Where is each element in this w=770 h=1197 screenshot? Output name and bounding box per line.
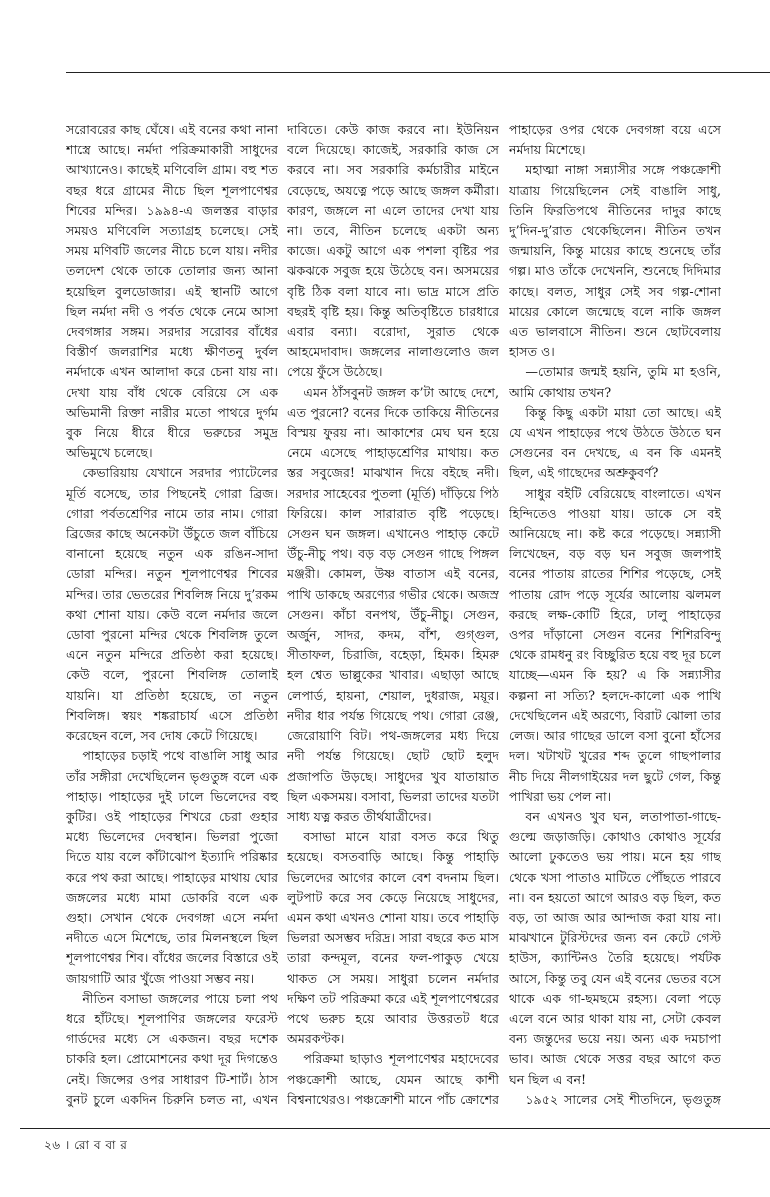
page-number: ২৬ <box>44 1138 61 1152</box>
paragraph: পাহাড়ের ওপর থেকে দেবগঙ্গা বয়ে এসে নর্মদায় মিশেছে। <box>509 122 721 158</box>
text-column-3 <box>509 120 721 1110</box>
page-footer <box>44 1137 127 1157</box>
paragraph: কেভারিয়ায় যেখানে সরদার প্যাটেলের মূর্তি বসেছে, তার পিছনেই গোরা ব্রিজ। গোরা পর্বতশ্রেণির নামে তার নাম। গোরা ব্রিজের কাছে অনেকটা উঁচুতে জল বাঁচিয়ে বানানো হয়েছে নতুন এক রঙিন-সাদা ডোরা মন্দির। নতুন শূলপাণেশ্বর শিবের মন্দির। তার ভেতরের শিবলিঙ্গ নিয়ে দু’রকম কথা শোনা যায়। কেউ বলে নর্মদার জলে ডোবা পুরনো মন্দির থেকে শিবলিঙ্গ তুলে এনে নতুন মন্দিরে প্রতিষ্ঠা করা হয়েছে। কেউ বলে, পুরনো শিবলিঙ্গ তোলাই যায়নি। যা প্রতিষ্ঠা হয়েছে, তা নতুন শিবলিঙ্গ। স্বয়ং শঙ্করাচার্য এসে প্রতিষ্ঠা করেছেন বলে, সব দোষ কেটে গিয়েছে। <box>66 465 278 744</box>
paragraph: মহাত্মা নাঙ্গা সন্ন্যাসীর সঙ্গে পঞ্চক্রোশী যাত্রায় গিয়েছিলেন সেই বাঙালি সাধু, তিনি ফিরতিপথে নীতিনের দাদুর কাছে দু’দিন-দু’রাত থেকেছিলেন। নীতিন তখন জন্মায়নি, কিন্তু মায়ের কাছে শুনেছে তাঁর গল্প। মাও তাঁকে দেখেননি, শুনেছে দিদিমার কাছে। বলত, সাধুর সেই সব গল্প-শোনা মায়ের কোলে জন্মেছে বলে নাকি জঙ্গল এত ভালবাসে নীতিন। শুনে ছোটবেলায় হাসত ও। <box>509 162 721 360</box>
text-column-2 <box>287 120 499 1110</box>
paragraph: সাধুর বইটি বেরিয়েছে বাংলাতে। এখন হিন্দিতেও পাওয়া যায়। ডাকে সে বই আনিয়েছে না। কষ্ট করে পড়েছে। সন্ন্যাসী লিখেছেন, বড় বড় ঘন সবুজ জলপাই বনের পাতায় রাতের শিশির পড়েছে, সেই পাতায় রোদ পড়ে সূর্যের আলোয় ঝলমল করছে লক্ষ-কোটি হিরে, ঢালু পাহাড়ের ওপর দাঁড়ানো সেগুন বনের শিশিরবিন্দু থেকে রামধনু রং বিচ্ছুরিত হয়ে বহু দূর চলে যাচ্ছে—এমন কি হয়? এ কি সন্ন্যাসীর কল্পনা না সত্যি? হলদে-কালো এক পাখি দেখেছিলেন এই অরণ্যে, বিরাট ঝোলা তার লেজ। আর গাছের ডালে বসা বুনো হাঁসের দল। খটাখট খুরের শব্দ তুলে গাছপালার নীচ দিয়ে নীলগাইয়ের দল ছুটে গেল, কিন্তু পাখিরা ভয় পেল না। <box>509 485 721 804</box>
paragraph: পরিক্রমা ছাড়াও শূলপাণেশ্বর মহাদেবের পঞ্চক্রোশী আছে, যেমন আছে কাশী বিশ্বনাথেরও। পঞ্চক্রোশী মানে পাঁচ ক্রোশের <box>287 1051 499 1107</box>
bottom-rule <box>20 1128 770 1129</box>
text-column-1 <box>66 120 278 1110</box>
paragraph: পাহাড়ের চড়াই পথে বাঙালি সাধু আর তাঁর সঙ্গীরা দেখেছিলেন ভৃগুতুঙ্গ বলে এক পাহাড়। পাহাড়ের দুই ঢালে ভিলেদের বহু কুটির। ওই পাহাড়ের শিখরে চেরা গুহার মধ্যে ভিলেদের দেবস্থান। ভিলরা পুজো দিতে যায় বলে কাঁটাঝোপ ইত্যাদি পরিষ্কার করে পথ করা আছে। পাহাড়ের মাথায় ঘোর জঙ্গলের মধ্যে মামা ডোকরি বলে এক গুহা। সেখান থেকে দেবগঙ্গা এসে নর্মদা নদীতে এসে মিশেছে, তার মিলনস্থলে ছিল শূলপাণেশ্বর শিব। বাঁধের জলের বিস্তারে ওই জায়গাটি আর খুঁজে পাওয়া সম্ভব নয়। <box>66 748 278 986</box>
paragraph: এমন ঠাঁসবুনট জঙ্গল ক’টা আছে দেশে, এত পুরনো? বনের দিকে তাকিয়ে নীতিনের বিস্ময় ফুরয় না। আকাশের মেঘ ঘন হয়ে নেমে এসেছে পাহাড়শ্রেণির মাথায়। কত স্তর সবুজের! মাঝখান দিয়ে বইছে নদী। সরদার সাহেবের পুতলা (মূর্তি) দাঁড়িয়ে পিঠ ফিরিয়ে। কাল সারারাত বৃষ্টি পড়েছে। সেগুন ঘন জঙ্গল। এখানেও পাহাড় কেটে উঁচু-নীচু পথ। বড় বড় সেগুন গাছে পিঙ্গল মঞ্জরী। কোমল, উষ্ণ বাতাস এই বনের, পাখি ডাকছে অরণ্যের গভীর থেকে। অজস্র সেগুন। কাঁচা বনপথ, উঁচু-নীচু। সেগুন, অর্জুন, সাদর, কদম, বাঁশ, গুগ্গুল, সীতাফল, চিরাজি, বহেড়া, হিমক। হিমরু হল শ্বেত ভাল্লুকের খাবার। এছাড়া আছে লেপার্ড, হায়না, শেয়াল, দুধরাজ, ময়ূর। নদীর ধার পর্যন্ত গিয়েছে পথ। গোরা রেঞ্জ, জেরোয়াণি বিট। পথ-জঙ্গলের মধ্য দিয়ে নদী পর্যন্ত গিয়েছে। ছোট ছোট হলুদ প্রজাপতি উড়ছে। সাধুদের খুব যাতায়াত ছিল একসময়। বসাবা, ভিলরা তাদের যতটা সাধ্য যত্ন করত তীর্থযাত্রীদের। <box>287 384 499 824</box>
paragraph: বন এখনও খুব ঘন, লতাপাতা-গাছে-গুল্মে জড়াজড়ি। কোথাও কোথাও সূর্যের আলো ঢুকতেও ভয় পায়। মনে হয় গাছ থেকে খসা পাতাও মাটিতে পৌঁছতে পারবে না। বন হয়তো আগে আরও বড় ছিল, কত বড়, তা আজ আর আন্দাজ করা যায় না। মাঝখানে টুরিস্টদের জন্য বন কেটে গেস্ট হাউস, ক্যান্টিনও তৈরি হয়েছে। পর্যটক আসে, কিন্তু তবু যেন এই বনের ভেতর বসে থাকে এক গা-ছমছমে রহস্য। বেলা পড়ে এলে বনে আর থাকা যায় না, সেটা কেবল বন্য জন্তুদের ভয়ে নয়। অন্য এক দমচাপা ভাব। আজ থেকে সত্তর বছর আগে কত ঘন ছিল এ বন! <box>509 808 721 1087</box>
top-rule <box>66 72 770 73</box>
footer-separator: । <box>64 1138 70 1152</box>
paragraph: বসাভা মানে যারা বসত করে থিতু হয়েছে। বসতবাড়ি আছে। কিন্তু পাহাড়ি ভিলেদের আগের কালে বেশ বদনাম ছিল। লুটপাট করে সব কেড়ে নিয়েছে সাধুদের, এমন কথা এখনও শোনা যায়। তবে পাহাড়ি ভিলরা অসম্ভব দরিদ্র। সারা বছরে কত মাস তারা কন্দমূল, বনের ফল-পাকুড় খেয়ে থাকত সে সময়। সাধুরা চলেন নর্মদার দক্ষিণ তট পরিক্রমা করে এই শূলপাণেশ্বরের পথে ভরুচ হয়ে আবার উত্তরতট ধরে অমরকণ্টক। <box>287 829 499 1047</box>
paragraph: ১৯৫২ সালের সেই শীতদিনে, ভৃগুতুঙ্গ <box>525 1091 721 1107</box>
paragraph: সরোবরের কাছ ঘেঁষে। এই বনের কথা নানা শাস্ত্রে আছে। নর্মদা পরিক্রমাকারী সাধুদের আখ্যানেও। কাছেই মণিবেলি গ্রাম। বহু শত বছর ধরে গ্রামের নীচে ছিল শূলপাণেশ্বর শিবের মন্দির। ১৯৯৪-এ জলস্তর বাড়ার সময়ও মণিবেলি সত্যাগ্রহ চলেছে। সেই সময় মণিবটি জলের নীচে চলে যায়। নদীর তলদেশ থেকে তাকে তোলার জন্য আনা হয়েছিল বুলডোজার। এই স্থানটি আগে ছিল নর্মদা নদী ও পর্বত থেকে নেমে আসা দেবগঙ্গার সঙ্গম। সরদার সরোবর বাঁধের বিস্তীর্ণ জলরাশির মধ্যে ক্ষীণতনু দুর্বল নর্মদাকে এখন আলাদা করে চেনা যায় না। দেখা যায় বাঁধ থেকে বেরিয়ে সে এক অভিমানী রিক্তা নারীর মতো পাথরে দুর্গম বুক নিয়ে ধীরে ধীরে ভরুচের সমুদ্র অভিমুখে চলেছে। <box>66 122 278 461</box>
paragraph: কিন্তু কিছু একটা মায়া তো আছে। এই যে এখন পাহাড়ের পথে উঠতে উঠতে ঘন সেগুনের বন দেখছে, এ বন কি এমনই ছিল, এই গাছেদের অশ্রুকুবর্ণ? <box>509 404 721 481</box>
paragraph: নীতিন বসাভা জঙ্গলের পায়ে চলা পথ ধরে হাঁটছে। শূলপাণির জঙ্গলের ফরেস্ট গার্ডদের মধ্যে সে একজন। বছর দশেক চাকরি হল। প্রোমোশনের কথা দূর দিগন্তেও নেই। জিন্সের ওপর সাধারণ টি-শার্ট। ঠাস বুনট চুলে একদিন চিরুনি চলত না, এখন <box>66 990 278 1107</box>
paragraph: দাবিতে। কেউ কাজ করবে না। ইউনিয়ন বলে দিয়েছে। কাজেই, সরকারি কাজ সে করবে না। সব সরকারি কর্মচারীর মাইনে বেড়েছে, অযত্নে পড়ে আছে জঙ্গল কর্মীরা। কারণ, জঙ্গলে না এলে তাদের দেখা যায় না। তবে, নীতিন চলেছে একটা অন্য কাজে। একটু আগে এক পশলা বৃষ্টির পর ঝকঝকে সবুজ হয়ে উঠেছে বন। অসময়ের বৃষ্টি ঠিক বলা যাবে না। ভাদ্র মাসে প্রতি বছরই বৃষ্টি হয়। কিন্তু অতিবৃষ্টিতে চারধারে এবার বন্যা। বরোদা, সুরাত থেকে আহমেদাবাদ। জঙ্গলের নালাগুলোও জল পেয়ে ফুঁসে উঠেছে। <box>287 122 499 380</box>
paragraph: —তোমার জন্মই হয়নি, তুমি মা হওনি, আমি কোথায় তখন? <box>509 364 721 400</box>
magazine-name: রো ব বা র <box>74 1138 128 1152</box>
